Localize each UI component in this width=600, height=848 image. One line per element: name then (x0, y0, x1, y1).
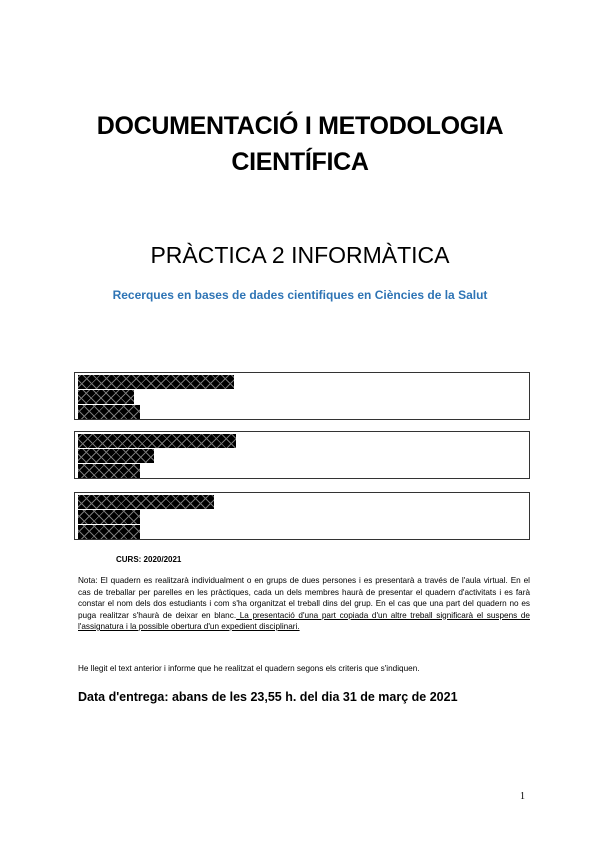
redacted-field (78, 525, 140, 539)
plagiarism-warning: La presentació d'una part copiada d'un altre treball significarà el suspens de l'assignatura i la possible obertura d'un expedient disciplinari. (78, 610, 530, 631)
student-box-2 (74, 431, 530, 479)
redacted-field (78, 390, 134, 404)
course-year: CURS: 2020/2021 (116, 555, 182, 564)
redacted-name (78, 375, 234, 389)
student-box-3 (74, 492, 530, 540)
instructions-note (78, 575, 530, 633)
redacted-field (78, 405, 140, 419)
document-title: DOCUMENTACIÓ I METODOLOGIA CIENTÍFICA (96, 112, 504, 176)
redacted-field (78, 510, 140, 524)
page-number: 1 (520, 791, 525, 802)
redacted-field (78, 464, 140, 478)
redacted-name (78, 495, 214, 509)
note-text: Nota: El quadern es realitzarà individualment o en grups de dues persones i es presentarà a través de l'aula virtual. En el cas de treballar per parelles en les pràctiques, cada un dels membres haurà de presentar el quadern d'activitats i es farà constar el nom dels dos estudiants i com s'ha organitzat el treball dins del grup. En el cas que una part del quadern no es puga realitzar s'haurà de deixar en blanc. (78, 576, 530, 620)
student-box-1 (74, 372, 530, 420)
delivery-deadline: Data d'entrega: abans de les 23,55 h. del dia 31 de març de 2021 (78, 690, 458, 704)
declaration-statement: He llegit el text anterior i informe que he realitzat el quadern segons els criteris que s'indiquen. (78, 664, 420, 673)
redacted-field (78, 449, 154, 463)
practice-subtitle: PRÀCTICA 2 INFORMÀTICA (150, 242, 450, 268)
practice-topic: Recerques en bases de dades cientifiques en Ciències de la Salut (112, 288, 488, 302)
redacted-name (78, 434, 236, 448)
